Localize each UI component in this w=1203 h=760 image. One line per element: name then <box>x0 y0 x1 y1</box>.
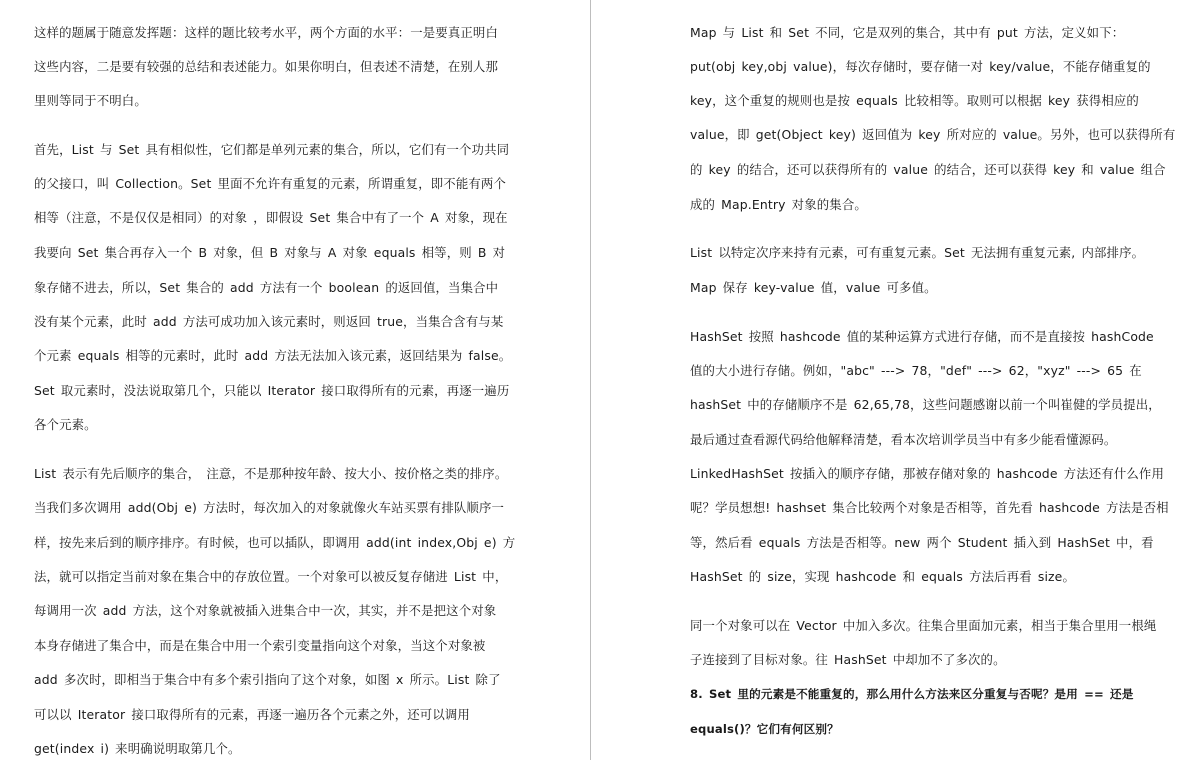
right-page <box>592 0 1203 760</box>
text-line: 象存储不进去，所以，Set 集合的 add 方法有一个 boolean 的返回值，当集合中 <box>34 280 499 295</box>
text-line: List 以特定次序来持有元素，可有重复元素。Set 无法拥有重复元素, 内部排序。 <box>690 245 1145 260</box>
question-heading: 8. Set 里的元素是不能重复的，那么用什么方法来区分重复与否呢？是用 == 还是 <box>690 687 1134 701</box>
text-line: value，即 get(Object key) 返回值为 key 所对应的 value。另外，也可以获得所有 <box>690 127 1176 142</box>
text-line: 法，就可以指定当前对象在集合中的存放位置。一个对象可以被反复存储进 List 中， <box>34 569 508 584</box>
text-line: 值的大小进行存储。例如，"abc" ---> 78，"def" ---> 62，"xyz" ---> 65 在 <box>690 363 1142 378</box>
text-line: hashSet 中的存储顺序不是 62,65,78，这些问题感谢以前一个叫崔健的学员提出， <box>690 397 1161 412</box>
text-line: 子连接到了目标对象。往 HashSet 中却加不了多次的。 <box>690 652 1006 667</box>
text-line: put(obj key,obj value)，每次存储时，要存储一对 key/value，不能存储重复的 <box>690 59 1151 74</box>
text-line: 的父接口，叫 Collection。Set 里面不允许有重复的元素，所谓重复，即不能有两个 <box>34 176 506 191</box>
text-line: HashSet 按照 hashcode 值的某种运算方式进行存储，而不是直接按 hashCode <box>690 329 1154 344</box>
text-line: 我要向 Set 集合再存入一个 B 对象，但 B 对象与 A 对象 equals 相等，则 B 对 <box>34 245 506 260</box>
text-line: Map 与 List 和 Set 不同，它是双列的集合，其中有 put 方法，定义如下： <box>690 25 1125 40</box>
text-line: HashSet 的 size，实现 hashcode 和 equals 方法后再看 size。 <box>690 569 1076 584</box>
text-line: LinkedHashSet 按插入的顺序存储，那被存储对象的 hashcode 方法还有什么作用 <box>690 466 1165 481</box>
text-line: 当我们多次调用 add(Obj e) 方法时，每次加入的对象就像火车站买票有排队顺序一 <box>34 500 505 515</box>
text-line: 里则等同于不明白。 <box>34 93 147 108</box>
text-line: 每调用一次 add 方法，这个对象就被插入进集合中一次，其实，并不是把这个对象 <box>34 603 497 618</box>
text-line: 首先，List 与 Set 具有相似性，它们都是单列元素的集合，所以，它们有一个功共同 <box>34 142 510 157</box>
left-page <box>0 0 590 760</box>
text-line: 这样的题属于随意发挥题：这样的题比较考水平，两个方面的水平：一是要真正明白 <box>34 25 499 40</box>
text-line: key，这个重复的规则也是按 equals 比较相等。取则可以根据 key 获得相应的 <box>690 93 1139 108</box>
text-line: 等，然后看 equals 方法是否相等。new 两个 Student 插入到 HashSet 中，看 <box>690 535 1154 550</box>
text-line: Set 取元素时，没法说取第几个，只能以 Iterator 接口取得所有的元素，再逐一遍历 <box>34 383 510 398</box>
text-line: 本身存储进了集合中，而是在集合中用一个索引变量指向这个对象，当这个对象被 <box>34 638 486 653</box>
page-divider <box>590 0 591 760</box>
text-line: 同一个对象可以在 Vector 中加入多次。往集合里面加元素，相当于集合里用一根绳 <box>690 618 1157 633</box>
text-line: 样，按先来后到的顺序排序。有时候，也可以插队，即调用 add(int index,Obj e) 方 <box>34 535 516 550</box>
text-line: 呢？学员想想! hashset 集合比较两个对象是否相等，首先看 hashcode 方法是否相 <box>690 500 1169 515</box>
text-line: add 多次时，即相当于集合中有多个索引指向了这个对象，如图 x 所示。List 除了 <box>34 672 501 687</box>
text-line: 没有某个元素，此时 add 方法可成功加入该元素时，则返回 true，当集合含有与某 <box>34 314 504 329</box>
text-line: 可以以 Iterator 接口取得所有的元素，再逐一遍历各个元素之外，还可以调用 <box>34 707 470 722</box>
text-line: Map 保存 key-value 值，value 可多值。 <box>690 280 937 295</box>
text-line: 相等（注意，不是仅仅是相同）的对象 ，即假设 Set 集合中有了一个 A 对象，现在 <box>34 210 508 225</box>
text-line: List 表示有先后顺序的集合， 注意，不是那种按年龄、按大小、按价格之类的排序。 <box>34 466 508 481</box>
text-line: get(index i) 来明确说明取第几个。 <box>34 741 241 756</box>
text-line: 这些内容，二是要有较强的总结和表述能力。如果你明白，但表述不清楚，在别人那 <box>34 59 499 74</box>
text-line: 最后通过查看源代码给他解释清楚，看本次培训学员当中有多少能看懂源码。 <box>690 432 1117 447</box>
text-line: 各个元素。 <box>34 417 97 432</box>
question-heading: equals()？它们有何区别？ <box>690 722 839 736</box>
text-line: 成的 Map.Entry 对象的集合。 <box>690 197 867 212</box>
text-line: 的 key 的结合，还可以获得所有的 value 的结合，还可以获得 key 和 value 组合 <box>690 162 1166 177</box>
text-line: 个元素 equals 相等的元素时，此时 add 方法无法加入该元素，返回结果为 false。 <box>34 348 512 363</box>
